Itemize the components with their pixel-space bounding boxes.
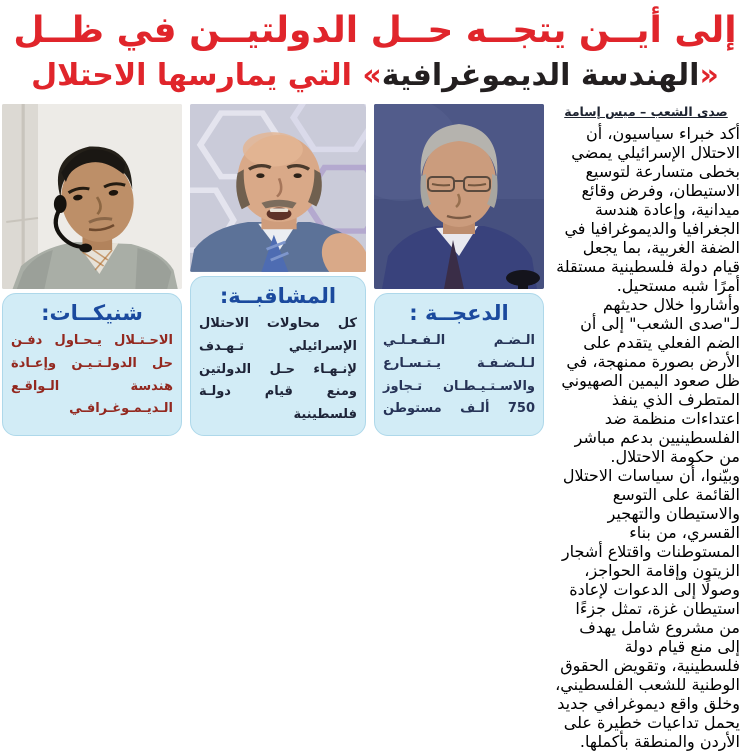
quote-close-mark: » [362, 58, 382, 94]
headline [6, 10, 744, 94]
photo-daajah-illustration [374, 104, 544, 289]
quote-open-mark: « [699, 58, 719, 94]
caption-box-mashaqbeh [190, 276, 366, 436]
caption-box-shnaikat [2, 293, 182, 436]
photo-daajah [374, 104, 544, 289]
speaker-name: المشاقبــة: [219, 283, 337, 308]
speaker-quote: كل محاولات الاحتلال الإسرائيلي تـهـدف لإنـهـاء حـل الدولتين ومنع قيام دولـة فلسطينية [199, 316, 357, 423]
photo-shnaikat [2, 104, 182, 289]
quoted-phrase: الهندسة الديموغرافية [381, 58, 700, 94]
headline-line2 [6, 58, 744, 93]
photo-mashaqbeh [190, 104, 366, 272]
speaker-name: شنيكــات: [41, 300, 143, 325]
speaker-quote: الـضـم الـفـعـلـي لـلـضـفـة يـتـسـارع والاسـتـيـطـان تـجاوز 750 ألـف مستوطن [383, 333, 535, 417]
article-column [552, 103, 740, 751]
main-row [6, 103, 744, 751]
photo-shnaikat-illustration [2, 104, 182, 289]
caption-box-daajah [374, 293, 544, 436]
speaker-daajah [374, 104, 544, 436]
article-paragraph: وبيّنوا، أن سياسات الاحتلال القائمة على التوسع والاستيطان والتهجير القسري، من بناء المستوطنات واقتلاع أشجار الزيتون وإقامة الحواجز، وصولًا إلى الدعوات لإعادة استيطان غزة، تمثل جزءًا من مشروع شامل يهدف إلى منع قيام دولة فلسطينية، وتقويض الحقوق الوطنية للشعب الفلسطيني، وخلق واقع ديموغرافي جديد يحمل تداعيات خطيرة على الأردن والمنطقة بأكملها. [555, 465, 740, 751]
byline: صدى الشعب – ميس إسامة [564, 103, 728, 119]
speaker-quote: الاحـتـلال يـحـاول دفـن حل الدولـتـيـن وإعـادة هندسة الـواقـع الـديـمـوغـرافـي [11, 333, 173, 417]
speaker-name: الدعجــة : [409, 300, 509, 325]
speaker-shnaikat [2, 104, 182, 436]
speaker-mashaqbeh [190, 104, 366, 436]
headline-line1: إلى أيــن يتجــه حــل الدولتيــن في ظــل [13, 10, 737, 51]
article-paragraph: أكد خبراء سياسيون، أن الاحتلال الإسرائيلي يمضي بخطى متسارعة لتوسيع الاستيطان، وفرض وقائع ميدانية، وإعادة هندسة الجغرافيا والديموغرافيا في الضفة الغربية، بما يجعل قيام دولة فلسطينية مستقلة أمرًا شبه مستحيل. [556, 123, 740, 295]
headline-rest: التي يمارسها الاحتلال [31, 58, 363, 94]
article-paragraph: وأشاروا خلال حديثهم لـ"صدى الشعب" إلى أن الضم الفعلي يتقدم على الأرض بصورة ممنهجة، في ظل صعود اليمين الصهيوني المتطرف الذي ينفذ اعتداءات منظمة ضد الفلسطينيين بدعم مباشر من حكومة الاحتلال. [561, 294, 740, 466]
photo-mashaqbeh-illustration [190, 104, 366, 272]
